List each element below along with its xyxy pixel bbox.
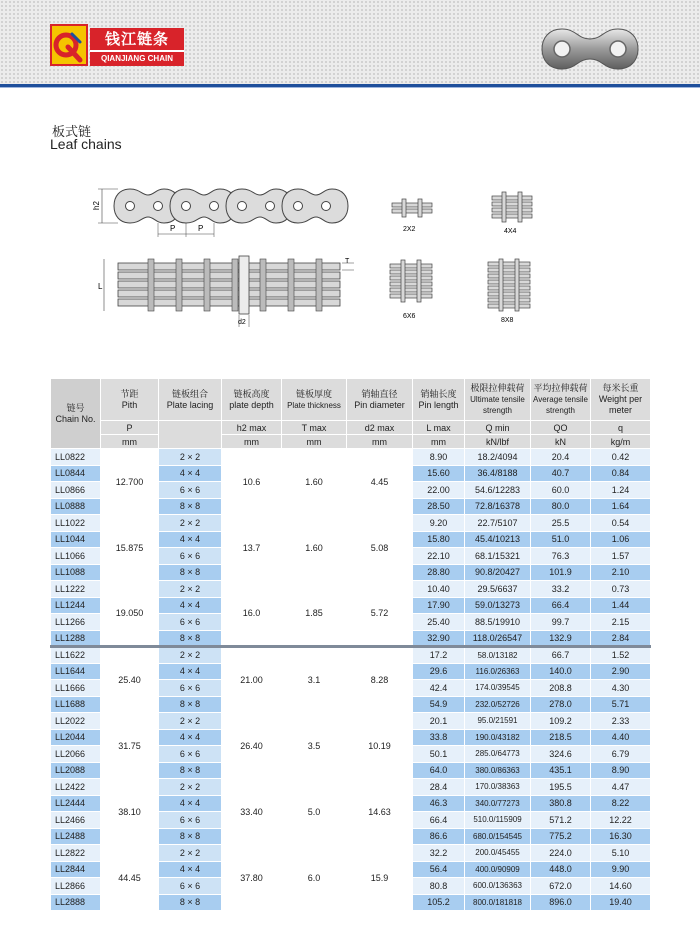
cell-pin-length: 17.90 [413,597,465,614]
cell-ultimate-strength: 54.6/12283 [465,482,531,499]
cell-pitch: 38.10 [101,779,159,845]
lacing-2x2-diagram [388,193,436,235]
cell-plate-lacing: 8 × 8 [159,564,222,581]
symbol-pitch: P [101,421,159,435]
cell-average-strength: 571.2 [531,812,591,829]
cell-plate-lacing: 6 × 6 [159,482,222,499]
cell-weight: 12.22 [591,812,651,829]
cell-plate-lacing: 6 × 6 [159,614,222,631]
cell-chain-no: LL0888 [51,498,101,515]
cell-pin-length: 32.2 [413,845,465,862]
lacing-6x6-label: 6X6 [403,313,416,320]
chain-top-view-diagram [96,255,358,330]
cell-ultimate-strength: 45.4/10213 [465,531,531,548]
symbol-depth: h2 max [222,421,282,435]
cell-average-strength: 66.4 [531,597,591,614]
cell-ultimate-strength: 800.0/181818 [465,894,531,911]
cell-weight: 0.42 [591,449,651,466]
cell-pitch: 31.75 [101,713,159,779]
cell-average-strength: 448.0 [531,861,591,878]
symbol-lacing-blank [159,421,222,449]
cell-chain-no: LL2888 [51,894,101,911]
table-row [51,779,651,796]
symbol-weight: q [591,421,651,435]
header-ultimate-strength-cn: 极限拉伸载荷 [470,383,525,393]
table-row [51,845,651,862]
cell-chain-no: LL2422 [51,779,101,796]
cell-chain-no: LL1288 [51,630,101,647]
cell-ultimate-strength: 680.0/154545 [465,828,531,845]
cell-weight: 6.79 [591,746,651,763]
header-chain-no [51,379,101,449]
header-weight [591,379,651,421]
chain-link-plate-icon [540,26,640,72]
cell-plate-lacing: 6 × 6 [159,548,222,565]
cell-weight: 1.52 [591,647,651,664]
cell-plate-lacing: 2 × 2 [159,449,222,466]
cell-plate-thickness: 3.5 [282,713,347,779]
cell-weight: 19.40 [591,894,651,911]
leaf-chain-spec-table [50,378,651,911]
cell-average-strength: 51.0 [531,531,591,548]
cell-plate-thickness: 5.0 [282,779,347,845]
cell-pitch: 25.40 [101,647,159,713]
cell-chain-no: LL0844 [51,465,101,482]
cell-plate-lacing: 8 × 8 [159,630,222,647]
cell-plate-lacing: 8 × 8 [159,696,222,713]
cell-pin-diameter: 14.63 [347,779,413,845]
brand-name-en: QIANJIANG CHAIN [90,50,184,66]
cell-pin-length: 50.1 [413,746,465,763]
lacing-6x6-diagram [386,258,436,322]
table-row [51,713,651,730]
lacing-4x4-diagram [488,190,536,238]
header-thickness [282,379,347,421]
cell-ultimate-strength: 68.1/15321 [465,548,531,565]
header-average-strength-cn: 平均拉伸载荷 [533,383,588,393]
cell-pin-length: 105.2 [413,894,465,911]
dim-t-label: T [345,258,350,265]
header-depth [222,379,282,421]
brand-name-block [90,28,184,68]
cell-plate-depth: 33.40 [222,779,282,845]
unit-pin-length: mm [413,435,465,449]
cell-weight: 0.73 [591,581,651,598]
cell-pin-length: 54.9 [413,696,465,713]
cell-average-strength: 80.0 [531,498,591,515]
cell-chain-no: LL0866 [51,482,101,499]
cell-ultimate-strength: 118.0/26547 [465,630,531,647]
symbol-average-strength: QO [531,421,591,435]
cell-plate-lacing: 6 × 6 [159,680,222,697]
cell-pin-diameter: 5.72 [347,581,413,647]
unit-ultimate-strength: kN/lbf [465,435,531,449]
cell-average-strength: 224.0 [531,845,591,862]
cell-chain-no: LL1044 [51,531,101,548]
cell-weight: 5.71 [591,696,651,713]
symbol-pin-length: L max [413,421,465,435]
cell-ultimate-strength: 170.0/38363 [465,779,531,796]
cell-average-strength: 380.8 [531,795,591,812]
cell-chain-no: LL1622 [51,647,101,664]
cell-weight: 1.64 [591,498,651,515]
cell-average-strength: 218.5 [531,729,591,746]
page-title-cn: 板式链 [52,125,92,140]
cell-chain-no: LL2066 [51,746,101,763]
cell-pin-length: 28.80 [413,564,465,581]
cell-ultimate-strength: 232.0/52726 [465,696,531,713]
cell-weight: 2.90 [591,663,651,680]
cell-average-strength: 435.1 [531,762,591,779]
cell-chain-no: LL2866 [51,878,101,895]
cell-ultimate-strength: 22.7/5107 [465,515,531,532]
header-chain-no-cn: 链号 [66,402,85,413]
header-lacing-cn: 链板组合 [171,388,208,399]
cell-pin-length: 64.0 [413,762,465,779]
cell-chain-no: LL2088 [51,762,101,779]
cell-average-strength: 672.0 [531,878,591,895]
cell-weight: 16.30 [591,828,651,845]
cell-plate-thickness: 1.60 [282,515,347,581]
cell-plate-lacing: 4 × 4 [159,597,222,614]
cell-average-strength: 60.0 [531,482,591,499]
unit-pin-diameter: mm [347,435,413,449]
cell-plate-lacing: 4 × 4 [159,465,222,482]
cell-chain-no: LL2822 [51,845,101,862]
cell-pin-length: 9.20 [413,515,465,532]
cell-ultimate-strength: 285.0/64773 [465,746,531,763]
cell-plate-lacing: 2 × 2 [159,647,222,664]
cell-average-strength: 195.5 [531,779,591,796]
lacing-8x8-label: 8X8 [501,317,514,324]
cell-weight: 8.90 [591,762,651,779]
cell-weight: 14.60 [591,878,651,895]
cell-chain-no: LL2466 [51,812,101,829]
cell-chain-no: LL2044 [51,729,101,746]
header-pin-length [413,379,465,421]
cell-plate-lacing: 4 × 4 [159,861,222,878]
cell-weight: 0.84 [591,465,651,482]
cell-pin-length: 25.40 [413,614,465,631]
unit-thickness: mm [282,435,347,449]
dim-d2-label: d2 [238,319,246,326]
cell-ultimate-strength: 59.0/13273 [465,597,531,614]
cell-average-strength: 101.9 [531,564,591,581]
cell-ultimate-strength: 18.2/4094 [465,449,531,466]
cell-average-strength: 20.4 [531,449,591,466]
cell-average-strength: 76.3 [531,548,591,565]
cell-plate-depth: 13.7 [222,515,282,581]
cell-weight: 2.84 [591,630,651,647]
header-weight-cn: 每米长重 [602,383,639,393]
cell-average-strength: 33.2 [531,581,591,598]
cell-average-strength: 25.5 [531,515,591,532]
header-pin-diameter-en: Pin diameter [354,399,405,410]
cell-ultimate-strength: 380.0/86363 [465,762,531,779]
cell-pin-length: 22.00 [413,482,465,499]
cell-plate-lacing: 4 × 4 [159,663,222,680]
cell-weight: 2.15 [591,614,651,631]
unit-depth: mm [222,435,282,449]
symbol-pin-diameter: d2 max [347,421,413,435]
cell-plate-depth: 21.00 [222,647,282,713]
cell-pin-length: 42.4 [413,680,465,697]
cell-pin-length: 15.60 [413,465,465,482]
cell-plate-lacing: 2 × 2 [159,515,222,532]
header-pitch [101,379,159,421]
cell-chain-no: LL2844 [51,861,101,878]
page-title-en: Leaf chains [50,136,122,152]
cell-pin-diameter: 4.45 [347,449,413,515]
cell-pin-length: 33.8 [413,729,465,746]
symbol-thickness: T max [282,421,347,435]
brand-name-cn: 钱江链条 [90,28,184,50]
cell-chain-no: LL1666 [51,680,101,697]
cell-weight: 8.22 [591,795,651,812]
cell-ultimate-strength: 36.4/8188 [465,465,531,482]
cell-average-strength: 109.2 [531,713,591,730]
cell-pin-diameter: 15.9 [347,845,413,911]
cell-plate-lacing: 4 × 4 [159,795,222,812]
table-row [51,449,651,466]
cell-average-strength: 324.6 [531,746,591,763]
cell-ultimate-strength: 200.0/45455 [465,845,531,862]
header-weight-en: Weight per meter [598,394,643,415]
cell-plate-lacing: 4 × 4 [159,531,222,548]
header-thickness-en: Plate thickness [287,400,341,410]
header-lacing-en: Plate lacing [166,399,214,410]
cell-pin-length: 46.3 [413,795,465,812]
cell-pin-length: 22.10 [413,548,465,565]
cell-ultimate-strength: 88.5/19910 [465,614,531,631]
lacing-4x4-label: 4X4 [504,228,517,235]
cell-weight: 4.47 [591,779,651,796]
cell-pin-length: 17.2 [413,647,465,664]
cell-chain-no: LL1066 [51,548,101,565]
cell-ultimate-strength: 400.0/90909 [465,861,531,878]
unit-average-strength: kN [531,435,591,449]
cell-weight: 1.57 [591,548,651,565]
cell-chain-no: LL0822 [51,449,101,466]
header-pin-diameter [347,379,413,421]
cell-ultimate-strength: 95.0/21591 [465,713,531,730]
header-average-strength-en: Average tensile strength [533,395,588,415]
cell-average-strength: 66.7 [531,647,591,664]
cell-chain-no: LL2444 [51,795,101,812]
cell-pin-length: 28.50 [413,498,465,515]
cell-chain-no: LL2488 [51,828,101,845]
cell-plate-lacing: 2 × 2 [159,845,222,862]
cell-pin-length: 20.1 [413,713,465,730]
cell-plate-lacing: 4 × 4 [159,729,222,746]
cell-plate-lacing: 8 × 8 [159,894,222,911]
cell-weight: 4.30 [591,680,651,697]
cell-pitch: 15.875 [101,515,159,581]
cell-ultimate-strength: 510.0/115909 [465,812,531,829]
cell-pin-length: 56.4 [413,861,465,878]
header-depth-cn: 链板高度 [233,388,270,399]
cell-ultimate-strength: 90.8/20427 [465,564,531,581]
header-ultimate-strength [465,379,531,421]
cell-plate-depth: 10.6 [222,449,282,515]
cell-chain-no: LL1244 [51,597,101,614]
symbol-ultimate-strength: Q min [465,421,531,435]
cell-pitch: 19.050 [101,581,159,647]
cell-weight: 2.10 [591,564,651,581]
cell-pin-length: 80.8 [413,878,465,895]
header-pitch-en: Pith [121,399,138,410]
cell-chain-no: LL1222 [51,581,101,598]
cell-average-strength: 40.7 [531,465,591,482]
header-ultimate-strength-en: Ultimate tensile strength [470,395,525,415]
chain-side-view-diagram [88,183,353,241]
cell-pitch: 44.45 [101,845,159,911]
brand-logo-icon [50,24,88,66]
dim-l-label: L [98,282,103,291]
cell-pin-length: 29.6 [413,663,465,680]
cell-average-strength: 896.0 [531,894,591,911]
header-chain-no-en: Chain No. [55,413,96,424]
cell-pin-diameter: 10.19 [347,713,413,779]
cell-pin-length: 32.90 [413,630,465,647]
cell-chain-no: LL1088 [51,564,101,581]
cell-average-strength: 99.7 [531,614,591,631]
cell-chain-no: LL2022 [51,713,101,730]
dim-h2-label: h2 [92,201,101,210]
cell-pin-length: 28.4 [413,779,465,796]
cell-weight: 4.40 [591,729,651,746]
cell-chain-no: LL1266 [51,614,101,631]
cell-plate-thickness: 3.1 [282,647,347,713]
cell-ultimate-strength: 190.0/43182 [465,729,531,746]
cell-weight: 0.54 [591,515,651,532]
cell-weight: 5.10 [591,845,651,862]
unit-weight: kg/m [591,435,651,449]
cell-average-strength: 140.0 [531,663,591,680]
cell-average-strength: 775.2 [531,828,591,845]
header-thickness-cn: 链板厚度 [295,388,332,399]
cell-chain-no: LL1644 [51,663,101,680]
cell-plate-lacing: 6 × 6 [159,812,222,829]
cell-average-strength: 132.9 [531,630,591,647]
header-pin-length-en: Pin length [418,399,459,410]
cell-average-strength: 208.8 [531,680,591,697]
cell-pin-length: 66.4 [413,812,465,829]
header-average-strength [531,379,591,421]
cell-ultimate-strength: 174.0/39545 [465,680,531,697]
lacing-8x8-diagram [484,258,534,326]
header-lacing [159,379,222,421]
cell-ultimate-strength: 600.0/136363 [465,878,531,895]
cell-plate-depth: 26.40 [222,713,282,779]
cell-ultimate-strength: 116.0/26363 [465,663,531,680]
header-pin-length-cn: 销轴长度 [420,388,457,399]
cell-plate-thickness: 1.60 [282,449,347,515]
cell-pin-diameter: 5.08 [347,515,413,581]
cell-ultimate-strength: 72.8/16378 [465,498,531,515]
table-row [51,581,651,598]
cell-plate-lacing: 6 × 6 [159,878,222,895]
cell-chain-no: LL1022 [51,515,101,532]
cell-plate-lacing: 2 × 2 [159,713,222,730]
cell-pitch: 12.700 [101,449,159,515]
cell-average-strength: 278.0 [531,696,591,713]
cell-ultimate-strength: 340.0/77273 [465,795,531,812]
cell-plate-depth: 37.80 [222,845,282,911]
cell-chain-no: LL1688 [51,696,101,713]
cell-plate-lacing: 8 × 8 [159,828,222,845]
header-rule-thin [0,87,700,88]
cell-plate-depth: 16.0 [222,581,282,647]
cell-pin-length: 15.80 [413,531,465,548]
dim-p-label-1: P [170,224,176,233]
cell-plate-thickness: 1.85 [282,581,347,647]
cell-plate-lacing: 2 × 2 [159,779,222,796]
cell-pin-length: 86.6 [413,828,465,845]
cell-plate-lacing: 8 × 8 [159,762,222,779]
cell-plate-thickness: 6.0 [282,845,347,911]
lacing-2x2-label: 2X2 [403,226,416,233]
cell-weight: 2.33 [591,713,651,730]
header-pitch-cn: 节距 [120,388,139,399]
cell-pin-length: 10.40 [413,581,465,598]
unit-pitch: mm [101,435,159,449]
header-depth-en: plate depth [229,399,274,410]
cell-plate-lacing: 6 × 6 [159,746,222,763]
cell-pin-length: 8.90 [413,449,465,466]
dim-p-label-2: P [198,224,204,233]
cell-weight: 1.24 [591,482,651,499]
table-row [51,647,651,664]
cell-weight: 9.90 [591,861,651,878]
cell-plate-lacing: 8 × 8 [159,498,222,515]
header-pin-diameter-cn: 销轴直径 [361,388,398,399]
cell-ultimate-strength: 29.5/6637 [465,581,531,598]
cell-plate-lacing: 2 × 2 [159,581,222,598]
spec-table-body [51,449,651,911]
table-row [51,515,651,532]
cell-weight: 1.44 [591,597,651,614]
cell-ultimate-strength: 58.0/13182 [465,647,531,664]
cell-weight: 1.06 [591,531,651,548]
cell-pin-diameter: 8.28 [347,647,413,713]
